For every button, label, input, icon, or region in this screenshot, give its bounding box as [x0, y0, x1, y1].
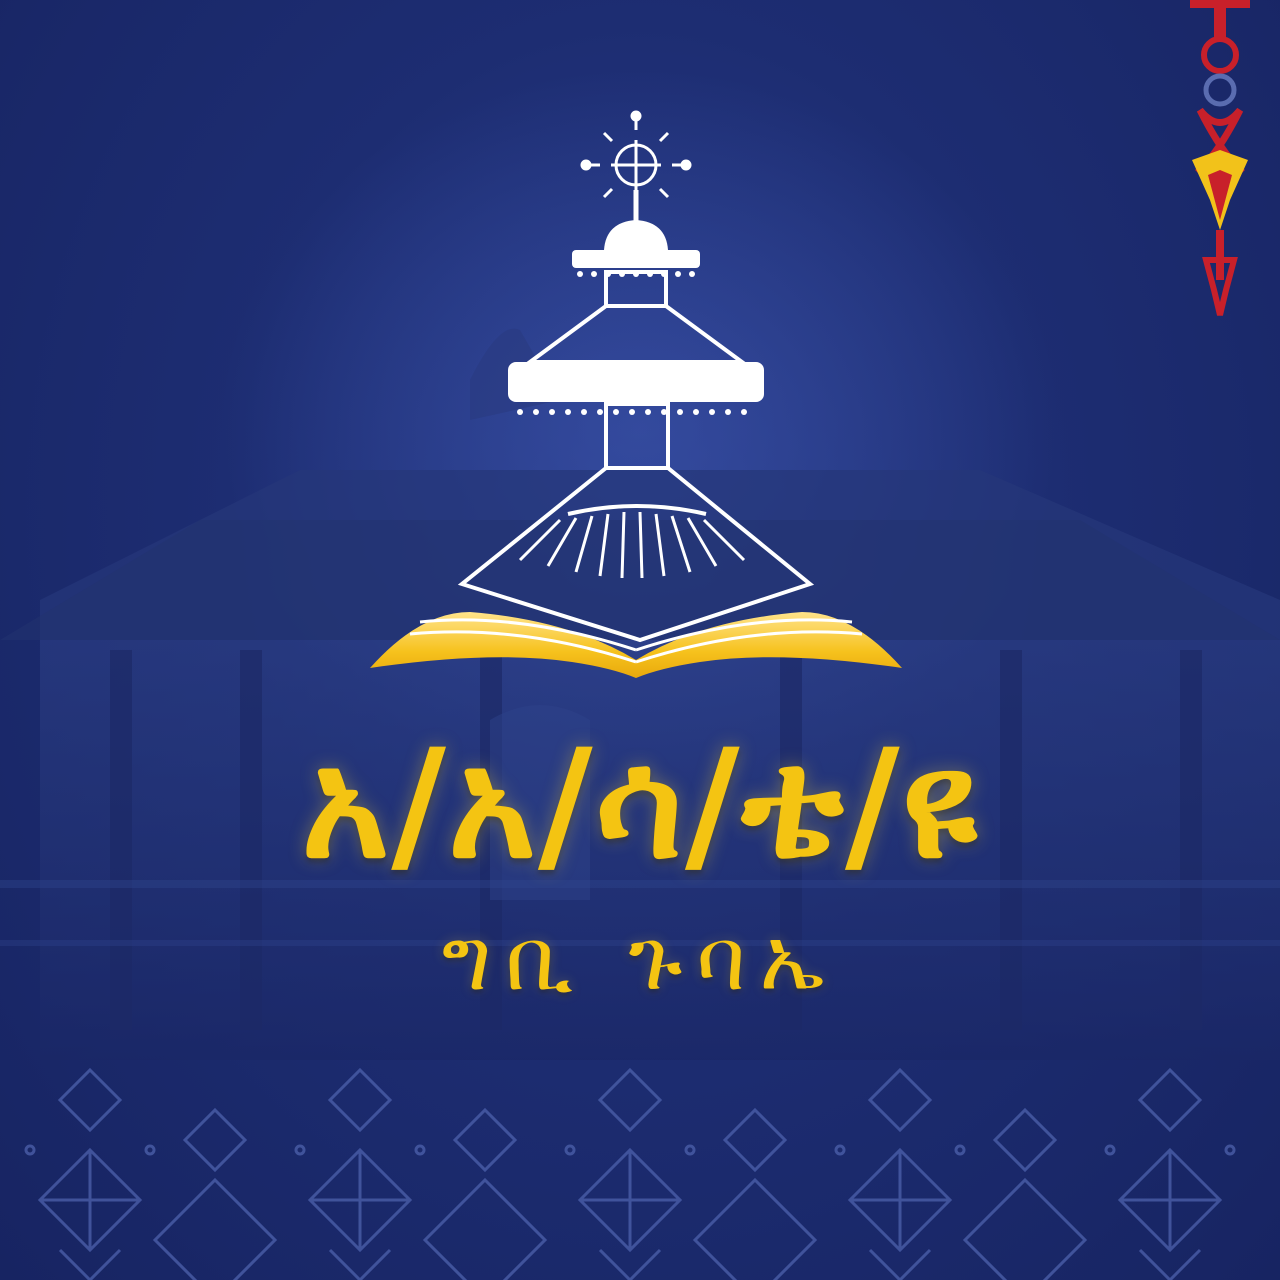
traditional-pattern-border	[0, 1050, 1280, 1280]
page-title: አ/አ/ሳ/ቴ/ዩ	[301, 718, 979, 892]
ethiopian-cross-ornament-icon	[1170, 0, 1270, 320]
book-icon	[370, 612, 902, 678]
page-subtitle: ግቢ ጉባኤ	[441, 910, 839, 1010]
